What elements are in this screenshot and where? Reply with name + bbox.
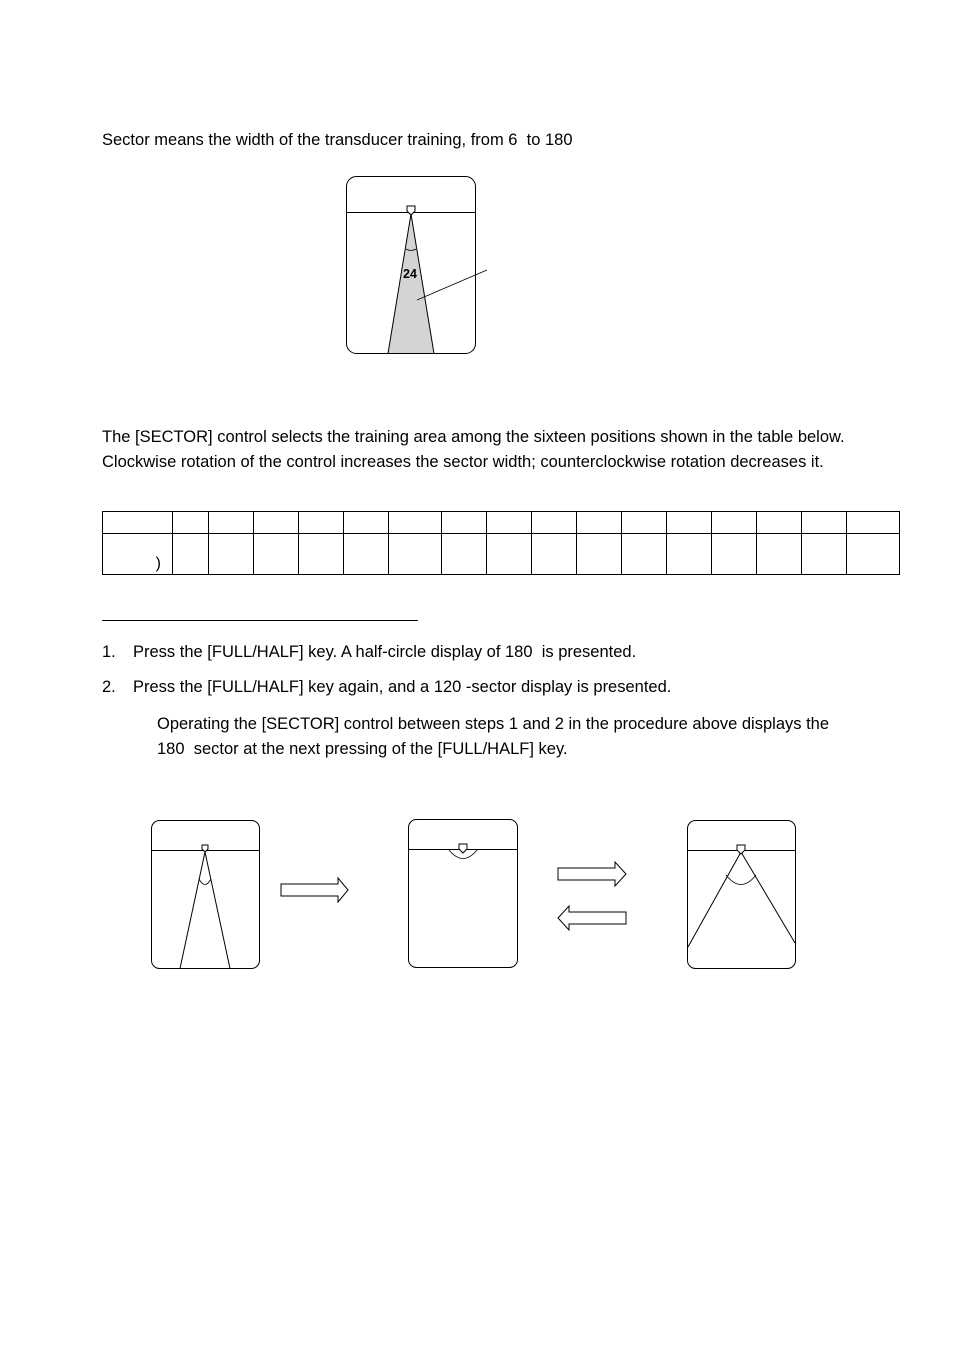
sector-figure — [340, 170, 500, 365]
narrow-sector-display — [152, 821, 260, 969]
table-cell: ) — [103, 534, 173, 575]
arrow-right-icon — [281, 878, 348, 902]
sector-table — [102, 511, 900, 575]
display-sequence — [140, 812, 810, 982]
arrow-left-icon — [558, 906, 626, 930]
sector-width-label: 24 — [403, 267, 417, 281]
intro-text: Sector means the width of the transducer training, from 6 to 180 — [102, 131, 573, 149]
sector-description: The [SECTOR] control selects the training area among the sixteen positions shown in the table below. Clockwise rotation of the control increases the sector width; counterclockwise rotation decreases it. — [102, 428, 845, 471]
table-row — [103, 534, 900, 575]
step-text: Press the [FULL/HALF] key again, and a 120 -sector display is presented. — [133, 678, 672, 696]
step-number: 2. — [102, 678, 116, 696]
wide-sector-display — [688, 821, 796, 969]
step-text: Press the [FULL/HALF] key. A half-circle display of 180 is presented. — [133, 643, 637, 661]
step-number: 1. — [102, 643, 116, 661]
table-row — [103, 512, 900, 534]
heading-rule — [102, 620, 418, 621]
note-text: Operating the [SECTOR] control between steps 1 and 2 in the procedure above displays the 180 sector at the next pressing of the [FULL/HALF] key. — [157, 715, 830, 758]
half-circle-display — [409, 820, 518, 968]
arrow-right-icon — [558, 862, 626, 886]
